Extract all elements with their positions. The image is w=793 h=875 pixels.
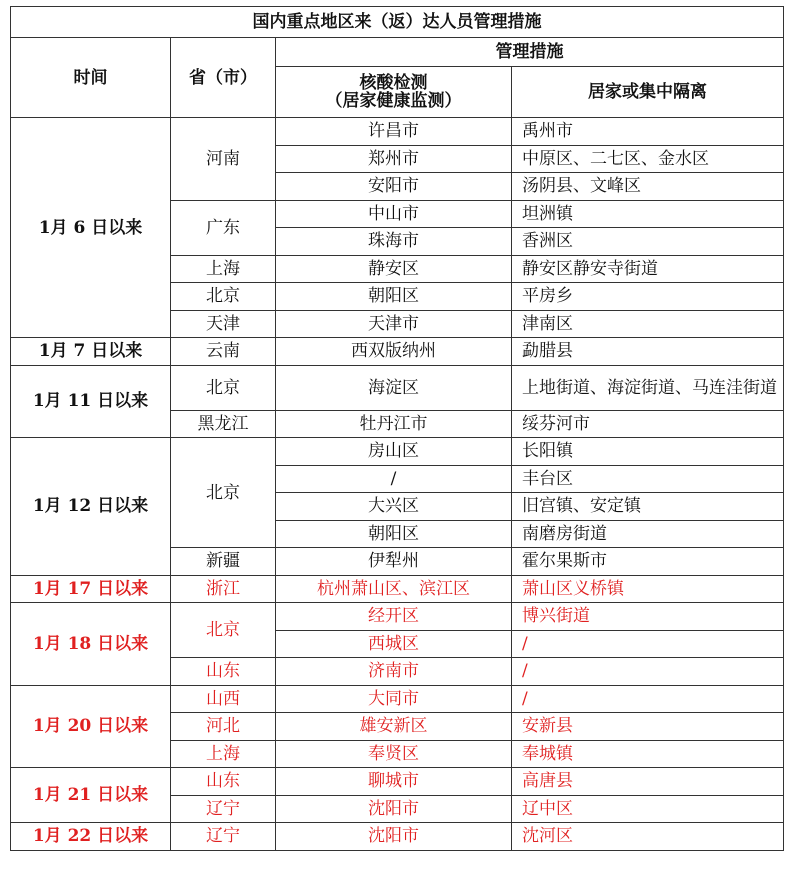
table-row bbox=[11, 575, 784, 603]
isolation-cell: / bbox=[512, 658, 784, 686]
province-cell: 上海 bbox=[171, 255, 276, 283]
province-cell: 河南 bbox=[171, 118, 276, 201]
isolation-cell: / bbox=[512, 630, 784, 658]
province-cell: 北京 bbox=[171, 438, 276, 548]
isolation-cell: 绥芬河市 bbox=[512, 410, 784, 438]
province-cell: 云南 bbox=[171, 338, 276, 366]
isolation-cell: 汤阴县、文峰区 bbox=[512, 173, 784, 201]
nucleic-cell: 沈阳市 bbox=[276, 823, 512, 851]
nucleic-cell: 中山市 bbox=[276, 200, 512, 228]
province-cell: 河北 bbox=[171, 713, 276, 741]
table-row bbox=[11, 823, 784, 851]
isolation-cell: 长阳镇 bbox=[512, 438, 784, 466]
time-cell: 1月 22 日以来 bbox=[11, 823, 171, 851]
nucleic-cell: 大兴区 bbox=[276, 493, 512, 521]
province-cell: 北京 bbox=[171, 283, 276, 311]
header-nucleic-line2: （居家健康监测） bbox=[325, 91, 462, 111]
province-cell: 北京 bbox=[171, 603, 276, 658]
nucleic-cell: 牡丹江市 bbox=[276, 410, 512, 438]
nucleic-cell: 珠海市 bbox=[276, 228, 512, 256]
time-cell: 1月 11 日以来 bbox=[11, 365, 171, 438]
nucleic-cell: 郑州市 bbox=[276, 145, 512, 173]
province-cell: 新疆 bbox=[171, 548, 276, 576]
table-row bbox=[11, 365, 784, 410]
province-cell: 辽宁 bbox=[171, 795, 276, 823]
nucleic-cell: 雄安新区 bbox=[276, 713, 512, 741]
nucleic-cell: 西城区 bbox=[276, 630, 512, 658]
province-cell: 山西 bbox=[171, 685, 276, 713]
province-cell: 山东 bbox=[171, 658, 276, 686]
nucleic-cell: 大同市 bbox=[276, 685, 512, 713]
header-measures: 管理措施 bbox=[276, 38, 784, 67]
nucleic-cell: 经开区 bbox=[276, 603, 512, 631]
nucleic-cell: 房山区 bbox=[276, 438, 512, 466]
nucleic-cell: / bbox=[276, 465, 512, 493]
province-cell: 广东 bbox=[171, 200, 276, 255]
header-time: 时间 bbox=[11, 38, 171, 118]
table-row bbox=[11, 338, 784, 366]
time-cell: 1月 12 日以来 bbox=[11, 438, 171, 576]
province-cell: 山东 bbox=[171, 768, 276, 796]
nucleic-cell: 朝阳区 bbox=[276, 520, 512, 548]
nucleic-cell: 海淀区 bbox=[276, 365, 512, 410]
time-cell: 1月 6 日以来 bbox=[11, 118, 171, 338]
header-province: 省（市） bbox=[171, 38, 276, 118]
isolation-cell: 上地街道、海淀街道、马连洼街道 bbox=[512, 365, 784, 410]
isolation-cell: 平房乡 bbox=[512, 283, 784, 311]
time-cell: 1月 17 日以来 bbox=[11, 575, 171, 603]
table-row bbox=[11, 603, 784, 631]
table-row bbox=[11, 685, 784, 713]
table-row bbox=[11, 118, 784, 146]
nucleic-cell: 沈阳市 bbox=[276, 795, 512, 823]
table-body bbox=[11, 118, 784, 851]
nucleic-cell: 杭州萧山区、滨江区 bbox=[276, 575, 512, 603]
nucleic-cell: 聊城市 bbox=[276, 768, 512, 796]
time-cell: 1月 18 日以来 bbox=[11, 603, 171, 686]
isolation-cell: 博兴街道 bbox=[512, 603, 784, 631]
province-cell: 北京 bbox=[171, 365, 276, 410]
isolation-cell: 霍尔果斯市 bbox=[512, 548, 784, 576]
time-cell: 1月 20 日以来 bbox=[11, 685, 171, 768]
measures-table bbox=[10, 6, 784, 851]
isolation-cell: 坦洲镇 bbox=[512, 200, 784, 228]
table-title: 国内重点地区来（返）达人员管理措施 bbox=[11, 7, 784, 38]
isolation-cell: 禹州市 bbox=[512, 118, 784, 146]
isolation-cell: 中原区、二七区、金水区 bbox=[512, 145, 784, 173]
province-cell: 浙江 bbox=[171, 575, 276, 603]
nucleic-cell: 伊犁州 bbox=[276, 548, 512, 576]
province-cell: 天津 bbox=[171, 310, 276, 338]
nucleic-cell: 许昌市 bbox=[276, 118, 512, 146]
province-cell: 黑龙江 bbox=[171, 410, 276, 438]
nucleic-cell: 济南市 bbox=[276, 658, 512, 686]
isolation-cell: 津南区 bbox=[512, 310, 784, 338]
isolation-cell: 高唐县 bbox=[512, 768, 784, 796]
isolation-cell: 丰台区 bbox=[512, 465, 784, 493]
isolation-cell: 沈河区 bbox=[512, 823, 784, 851]
isolation-cell: 南磨房街道 bbox=[512, 520, 784, 548]
province-cell: 上海 bbox=[171, 740, 276, 768]
province-cell: 辽宁 bbox=[171, 823, 276, 851]
nucleic-cell: 静安区 bbox=[276, 255, 512, 283]
table-row bbox=[11, 768, 784, 796]
isolation-cell: / bbox=[512, 685, 784, 713]
isolation-cell: 安新县 bbox=[512, 713, 784, 741]
nucleic-cell: 西双版纳州 bbox=[276, 338, 512, 366]
isolation-cell: 辽中区 bbox=[512, 795, 784, 823]
table-row bbox=[11, 438, 784, 466]
isolation-cell: 旧宫镇、安定镇 bbox=[512, 493, 784, 521]
nucleic-cell: 天津市 bbox=[276, 310, 512, 338]
isolation-cell: 萧山区义桥镇 bbox=[512, 575, 784, 603]
isolation-cell: 勐腊县 bbox=[512, 338, 784, 366]
header-nucleic-line1: 核酸检测 bbox=[359, 73, 428, 93]
header-isolation: 居家或集中隔离 bbox=[512, 67, 784, 118]
isolation-cell: 奉城镇 bbox=[512, 740, 784, 768]
isolation-cell: 香洲区 bbox=[512, 228, 784, 256]
isolation-cell: 静安区静安寺街道 bbox=[512, 255, 784, 283]
nucleic-cell: 朝阳区 bbox=[276, 283, 512, 311]
header-nucleic bbox=[276, 67, 512, 118]
time-cell: 1月 7 日以来 bbox=[11, 338, 171, 366]
nucleic-cell: 安阳市 bbox=[276, 173, 512, 201]
nucleic-cell: 奉贤区 bbox=[276, 740, 512, 768]
time-cell: 1月 21 日以来 bbox=[11, 768, 171, 823]
